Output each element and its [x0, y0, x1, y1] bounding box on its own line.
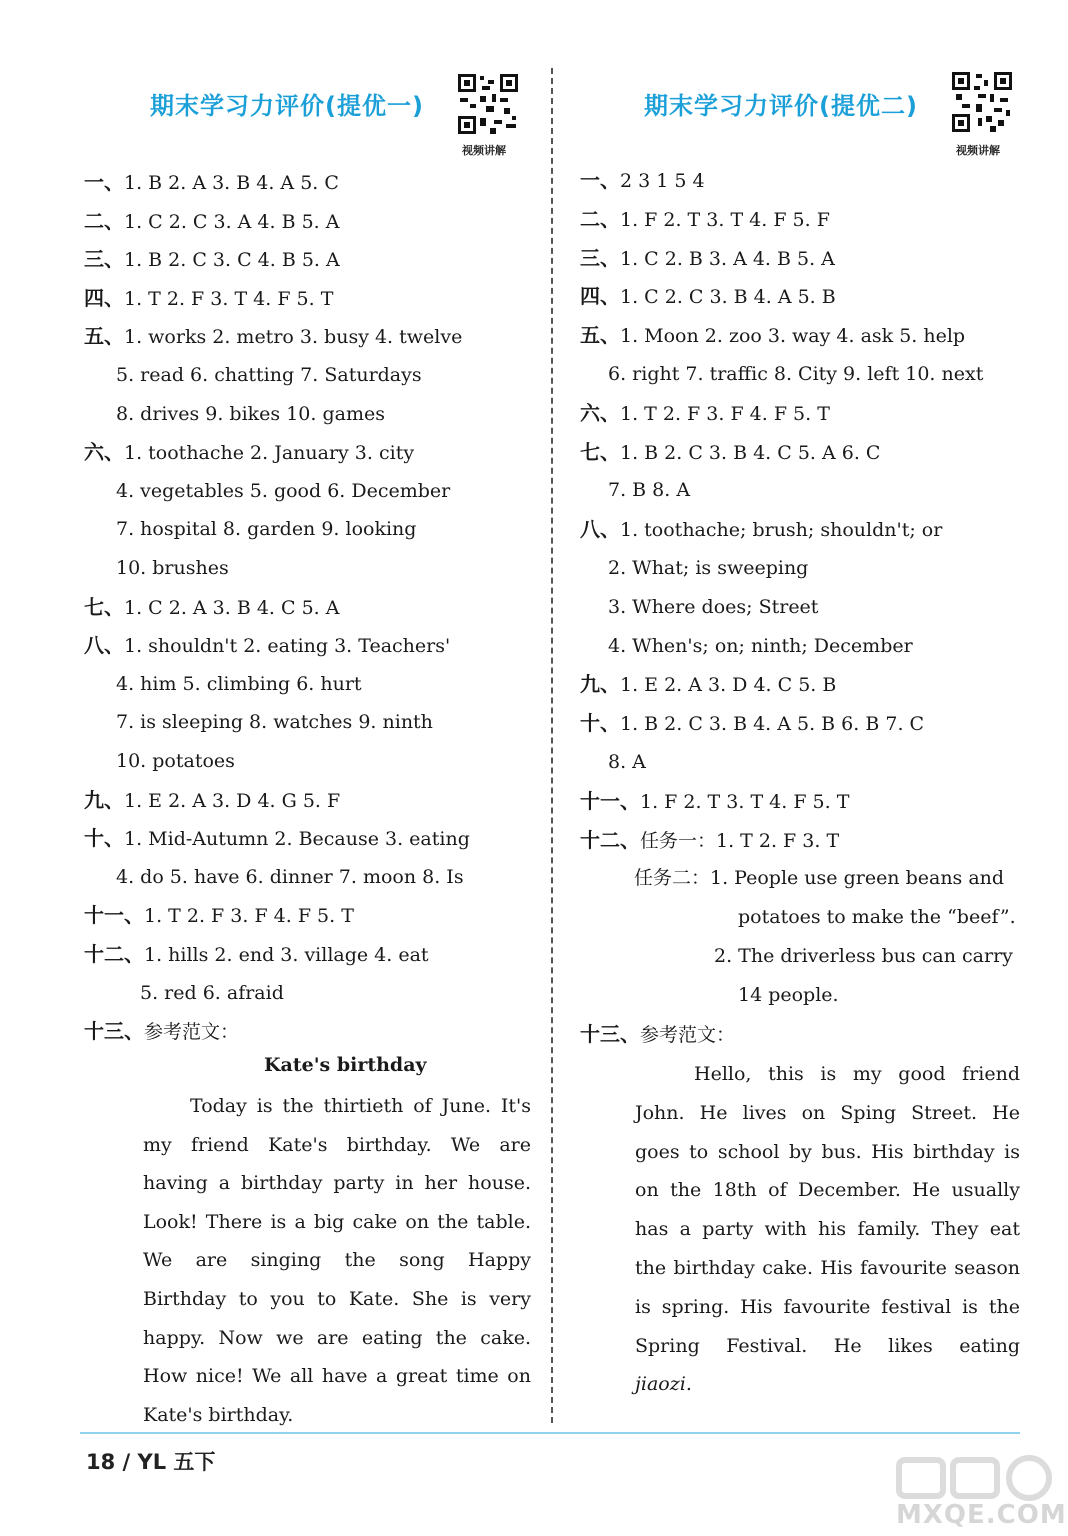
- answer-text: 5. red 6. afraid: [140, 981, 284, 1004]
- answer-line: [84, 826, 470, 851]
- answer-text: 1. F 2. T 3. T 4. F 5. F: [620, 208, 830, 231]
- essay-line: is spring. His favourite festival is the: [635, 1295, 1020, 1318]
- section-number: 八、: [84, 633, 124, 658]
- answer-text: 1. B 2. C 3. C 4. B 5. A: [124, 249, 340, 272]
- answer-line: [84, 633, 450, 658]
- essay-title: Kate's birthday: [264, 1054, 427, 1076]
- answer-text: 1. B 2. A 3. B 4. A 5. C: [124, 172, 339, 194]
- section-number: 十三、: [84, 1019, 144, 1044]
- answer-text: 1. C 2. B 3. A 4. B 5. A: [620, 247, 835, 270]
- answer-line: [84, 1019, 239, 1044]
- section-number: 二、: [580, 206, 620, 231]
- answer-text: 10. potatoes: [116, 750, 235, 772]
- column-divider: [551, 68, 553, 1423]
- section-number: 十三、: [580, 1021, 640, 1046]
- section-number: 三、: [84, 247, 124, 272]
- answer-text: 5. read 6. chatting 7. Saturdays: [116, 364, 422, 386]
- answer-line: [116, 479, 450, 503]
- essay-line: Kate's birthday.: [143, 1403, 294, 1426]
- answer-text: 1. E 2. A 3. D 4. C 5. B: [620, 674, 837, 697]
- answer-line: [580, 323, 965, 348]
- essay-line: John. He lives on Sping Street. He: [635, 1101, 1020, 1124]
- answer-line: [116, 672, 362, 696]
- essay-line: my friend Kate's birthday. We are: [143, 1133, 531, 1156]
- essay-line: How nice! We all have a great time on: [143, 1365, 531, 1388]
- answer-line: [580, 517, 942, 542]
- answer-text: 8. A: [608, 751, 646, 773]
- answer-line: [84, 903, 354, 928]
- answer-text: 4. do 5. have 6. dinner 7. moon 8. Is: [116, 865, 464, 888]
- answer-text: 1. Mid-Autumn 2. Because 3. eating: [124, 828, 470, 851]
- answer-line: [116, 749, 235, 773]
- answer-line: [634, 866, 1004, 890]
- answer-text: 1. Moon 2. zoo 3. way 4. ask 5. help: [620, 325, 966, 348]
- answer-text: 14 people.: [738, 983, 839, 1006]
- answer-line: [84, 440, 414, 465]
- answer-line: [608, 362, 983, 386]
- section-number: 四、: [580, 284, 620, 309]
- section-number: 五、: [84, 324, 124, 349]
- essay-line: on the 18th of December. He usually: [635, 1179, 1020, 1202]
- answer-text: 参考范文：: [144, 1021, 240, 1044]
- answer-text: 7. hospital 8. garden 9. looking: [116, 518, 417, 541]
- essay-line: We are singing the song Happy: [143, 1249, 531, 1272]
- answer-text: potatoes to make the “beef”.: [738, 906, 1016, 929]
- section-number: 二、: [84, 208, 124, 233]
- answer-text: 1. works 2. metro 3. busy 4. twelve: [124, 326, 463, 349]
- answer-text: 1. shouldn't 2. eating 3. Teachers': [124, 635, 451, 658]
- section-number: 七、: [84, 594, 124, 619]
- qr-label: 视频讲解: [462, 144, 506, 157]
- answer-line: [608, 634, 913, 658]
- answer-text: 2. The driverless bus can carry: [714, 945, 1013, 967]
- answer-text: 1. C 2. C 3. A 4. B 5. A: [124, 210, 340, 233]
- section-number: 十二、: [580, 827, 640, 852]
- answer-text: 1. F 2. T 3. T 4. F 5. T: [640, 790, 850, 813]
- answer-text: 任务二：1. People use green beans and: [634, 867, 1005, 890]
- answer-line: [580, 672, 836, 697]
- section-number: 一、: [580, 168, 620, 192]
- section-number: 七、: [580, 439, 620, 464]
- answer-line: [580, 246, 835, 271]
- answer-text: 8. drives 9. bikes 10. games: [116, 402, 385, 425]
- essay-line: jiaozi.: [635, 1373, 692, 1396]
- answer-line: [580, 284, 836, 309]
- answer-text: 1. B 2. C 3. B 4. A 5. B 6. B 7. C: [620, 713, 925, 736]
- answer-line: [608, 750, 646, 774]
- essay-line: has a party with his family. They eat: [635, 1218, 1020, 1241]
- answer-text: 1. toothache 2. January 3. city: [124, 442, 415, 465]
- essay-line: Look! There is a big cake on the table.: [143, 1210, 531, 1233]
- essay-line: the birthday cake. His favourite season: [635, 1257, 1020, 1279]
- answer-text: 1. C 2. C 3. B 4. A 5. B: [620, 286, 836, 309]
- answer-line: [84, 209, 339, 234]
- answer-text: 1. T 2. F 3. T 4. F 5. T: [124, 287, 334, 310]
- answer-text: 3. Where does; Street: [608, 595, 819, 618]
- answer-line: [84, 247, 340, 272]
- qr-label: 视频讲解: [956, 144, 1000, 157]
- answer-line: [580, 401, 830, 426]
- section-number: 十一、: [580, 788, 640, 813]
- answer-text: 1. hills 2. end 3. village 4. eat: [144, 944, 429, 966]
- section-number: 六、: [84, 440, 124, 465]
- answer-text: 6. right 7. traffic 8. City 9. left 10. next: [608, 363, 984, 385]
- answer-line: [84, 942, 429, 967]
- answer-text: 任务一：1. T 2. F 3. T: [640, 829, 840, 852]
- answer-text: 1. T 2. F 3. F 4. F 5. T: [620, 402, 830, 425]
- section-number: 九、: [580, 672, 620, 697]
- answer-text: 1. toothache; brush; shouldn't; or: [620, 519, 943, 542]
- answer-line: [714, 944, 1013, 968]
- essay-line: having a birthday party in her house.: [143, 1172, 531, 1195]
- answer-line: [116, 710, 433, 734]
- answer-text: 4. vegetables 5. good 6. December: [116, 479, 451, 502]
- answer-text: 1. B 2. C 3. B 4. C 5. A 6. C: [620, 441, 881, 464]
- section-number: 四、: [84, 285, 124, 310]
- answer-line: [580, 711, 924, 736]
- answer-line: [116, 865, 464, 889]
- section-number: 九、: [84, 787, 124, 812]
- answer-text: 1. E 2. A 3. D 4. G 5. F: [124, 789, 341, 812]
- answer-line: [608, 595, 818, 619]
- answer-line: [84, 324, 462, 349]
- section-number: 八、: [580, 517, 620, 542]
- essay-line: happy. Now we are eating the cake.: [143, 1326, 531, 1349]
- answer-text: 4. When's; on; ninth; December: [608, 634, 913, 657]
- answer-line: [580, 1022, 735, 1047]
- section-number: 一、: [84, 170, 124, 194]
- right-title: 期末学习力评价(提优二): [644, 92, 918, 120]
- essay-line: Birthday to you to Kate. She is very: [143, 1288, 531, 1310]
- answer-text: 10. brushes: [116, 557, 229, 579]
- answer-text: 7. B 8. A: [608, 479, 691, 502]
- essay-line: Hello, this is my good friend: [694, 1063, 1020, 1085]
- answer-text: 参考范文：: [640, 1023, 736, 1046]
- answer-text: 1. C 2. A 3. B 4. C 5. A: [124, 596, 340, 619]
- answer-line: [116, 556, 229, 580]
- essay-line: goes to school by bus. His birthday is: [635, 1140, 1020, 1163]
- answer-line: [84, 286, 333, 311]
- left-title: 期末学习力评价(提优一): [150, 92, 424, 120]
- answer-line: [738, 905, 1016, 929]
- qr-code-icon: [456, 72, 520, 136]
- answer-line: [580, 168, 705, 193]
- essay-line: Spring Festival. He likes eating: [635, 1334, 1020, 1357]
- answer-line: [608, 556, 808, 580]
- answer-text: 7. is sleeping 8. watches 9. ninth: [116, 711, 433, 734]
- answer-line: [580, 207, 830, 232]
- answer-text: 2. What; is sweeping: [608, 557, 809, 579]
- answer-text: 4. him 5. climbing 6. hurt: [116, 672, 362, 695]
- answer-line: [84, 170, 339, 195]
- answer-line: [84, 788, 340, 813]
- section-number: 十、: [580, 711, 620, 736]
- watermark-text: MXQE.COM: [896, 1500, 1067, 1530]
- section-number: 六、: [580, 400, 620, 425]
- qr-code-icon: [950, 70, 1014, 134]
- footer-rule: [80, 1432, 1020, 1434]
- essay-line: Today is the thirtieth of June. It's: [190, 1095, 531, 1117]
- section-number: 十二、: [84, 942, 144, 966]
- answer-line: [580, 828, 839, 853]
- section-number: 五、: [580, 323, 620, 348]
- section-number: 十、: [84, 826, 124, 851]
- answer-line: [116, 402, 385, 426]
- answer-line: [608, 478, 690, 502]
- page-footer: 18 / YL 五下: [86, 1450, 216, 1474]
- answer-line: [84, 595, 339, 620]
- answer-text: 2 3 1 5 4: [620, 170, 705, 192]
- answer-line: [580, 440, 880, 465]
- answer-line: [580, 789, 849, 814]
- answer-line: [116, 363, 422, 387]
- section-number: 十一、: [84, 903, 144, 928]
- answer-text: 1. T 2. F 3. F 4. F 5. T: [144, 905, 354, 928]
- answer-line: [738, 983, 839, 1007]
- section-number: 三、: [580, 245, 620, 270]
- answer-line: [116, 517, 416, 541]
- answer-line: [140, 981, 284, 1005]
